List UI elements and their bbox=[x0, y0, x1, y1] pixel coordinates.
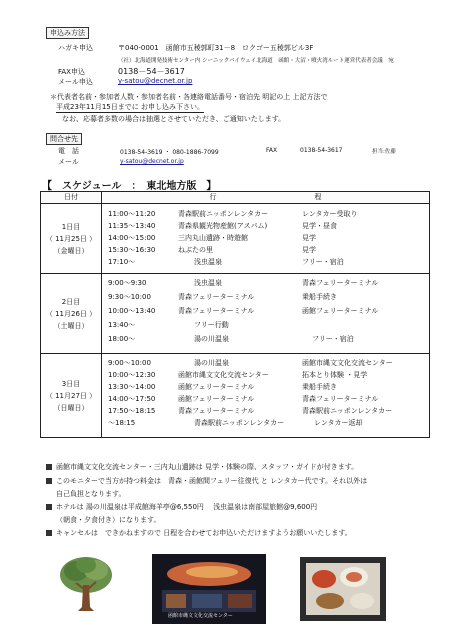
day-cell bbox=[41, 354, 102, 438]
schedule-row bbox=[102, 381, 429, 393]
row-activity: 青森駅前ニッポンレンタカー bbox=[302, 407, 393, 415]
contact-mail-label: メール bbox=[58, 158, 79, 166]
row-activity: 見学 bbox=[302, 234, 316, 242]
column-header-itinerary: 行 程 bbox=[102, 192, 430, 204]
contact-fax: 0138-54-3617 bbox=[300, 147, 343, 154]
row-place: 湯の川温泉 bbox=[194, 335, 229, 343]
row-place: 青森県観光物産館(アスパム) bbox=[178, 222, 268, 230]
contact-section-title: 問合せ先 bbox=[46, 133, 82, 145]
day-cell bbox=[41, 204, 102, 274]
row-activity: フリー・宿泊 bbox=[302, 258, 344, 266]
row-activity: 函館市縄文文化交流センター bbox=[302, 359, 393, 367]
schedule-row bbox=[102, 357, 429, 369]
note-bullet bbox=[46, 530, 52, 536]
row-place: 青森フェリーターミナル bbox=[178, 293, 255, 301]
row-activity: 青森フェリーターミナル bbox=[302, 279, 379, 287]
application-section-title: 申込み方法 bbox=[46, 27, 89, 39]
row-place: 青森駅前ニッポンレンタカー bbox=[178, 210, 269, 218]
schedule-row bbox=[102, 417, 429, 429]
row-time: 13:40～ bbox=[108, 321, 136, 329]
schedule-row bbox=[102, 277, 429, 291]
day-label: 1日目 bbox=[61, 222, 81, 231]
row-activity: フリー・宿泊 bbox=[312, 335, 354, 343]
row-activity: 函館フェリーターミナル bbox=[302, 307, 379, 315]
day-label: 3日目 bbox=[61, 379, 81, 388]
application-note-1: ＊代表者名前・参加者人数・参加者名前・各連絡電話番号・宿泊先 明記の上 上記方法で bbox=[50, 93, 328, 101]
row-place: ねぶたの里 bbox=[178, 246, 213, 254]
schedule-row bbox=[102, 333, 429, 347]
tree-illustration bbox=[56, 555, 116, 615]
postcard-label: ハガキ申込 bbox=[58, 44, 93, 52]
row-time: 11:35～13:40 bbox=[108, 222, 156, 230]
schedule-row bbox=[102, 305, 429, 319]
row-activity: 乗船手続き bbox=[302, 293, 337, 301]
day-label: 2日目 bbox=[61, 297, 81, 306]
application-note-2: 平成23年11月15日までに お申し込み下さい。 bbox=[56, 103, 204, 111]
row-activity: 拓本とり体験 ・見学 bbox=[302, 371, 368, 379]
schedule-row bbox=[102, 319, 429, 333]
schedule-row bbox=[102, 405, 429, 417]
row-time: 9:00～10:00 bbox=[108, 359, 151, 367]
row-place: 青森駅前ニッポンレンタカー bbox=[194, 419, 285, 427]
day-weekday: （日曜日） bbox=[53, 403, 89, 412]
schedule-row bbox=[102, 256, 429, 268]
contact-mail-link[interactable]: y-satou@decnet.or.jp bbox=[120, 158, 184, 165]
row-activity: 青森フェリーターミナル bbox=[302, 395, 379, 403]
ferry-photo-caption: 函館市縄文文化交流センター bbox=[168, 613, 233, 619]
note-bullet bbox=[46, 464, 52, 470]
day-date: （ 11月27日 ） bbox=[45, 391, 97, 400]
schedule-row bbox=[102, 232, 429, 244]
fax-label: FAX申込 bbox=[58, 68, 85, 76]
row-time: 15:30～16:30 bbox=[108, 246, 156, 254]
day-weekday: （金曜日） bbox=[53, 246, 89, 255]
row-activity: レンタカー返却 bbox=[314, 419, 363, 427]
row-place: 浅虫温泉 bbox=[194, 279, 222, 287]
mail-label: メール申込 bbox=[58, 78, 93, 86]
row-time: 13:30～14:00 bbox=[108, 383, 156, 391]
contact-phone: 0138-54-3619 ・ 080-1886-7099 bbox=[120, 149, 219, 156]
mail-address-link[interactable]: y-satou@decnet.or.jp bbox=[118, 77, 193, 85]
row-time: 14:00～17:50 bbox=[108, 395, 156, 403]
row-activity: レンタカー受取り bbox=[302, 210, 358, 218]
schedule-row bbox=[102, 208, 429, 220]
row-time: 11:00～11:20 bbox=[108, 210, 156, 218]
day-cell bbox=[41, 274, 102, 354]
row-time: 10:00～13:40 bbox=[108, 307, 156, 315]
row-time: 10:00～12:30 bbox=[108, 371, 156, 379]
note-4: キャンセルは できかねますので 日程を合わせてお申込いただけますようお願いいたします。 bbox=[56, 529, 352, 537]
ferry-photo bbox=[152, 554, 266, 624]
row-place: 三内丸山遺跡・時遊館 bbox=[178, 234, 248, 242]
row-activity: 見学・昼食 bbox=[302, 222, 337, 230]
row-place: 湯の川温泉 bbox=[194, 359, 229, 367]
row-place: 函館市縄文文化交流センター bbox=[178, 371, 269, 379]
note-3-cont: （朝食・夕食付き）になります。 bbox=[56, 516, 161, 524]
note-bullet bbox=[46, 504, 52, 510]
contact-fax-label: FAX bbox=[266, 147, 278, 154]
application-note-3: なお、応募者多数の場合は抽選とさせていただき、ご通知いたします。 bbox=[62, 115, 286, 123]
note-bullet bbox=[46, 478, 52, 484]
row-time: 17:10～ bbox=[108, 258, 136, 266]
row-time: 9:30～10:00 bbox=[108, 293, 151, 301]
note-2-cont: 自己負担となります。 bbox=[56, 490, 126, 498]
fax-number: 0138－54－3617 bbox=[118, 67, 185, 76]
note-2: このモニターで当方が持つ料金は 青森・函館間フェリー往復代 と レンタカー代です。それ以外は bbox=[56, 477, 368, 485]
postcard-organization: （社）北海道開発技術センター内 シーニックバイウェイ北海道 函館・大沼・噴火湾ルート運営代表者会議 宛 bbox=[118, 58, 394, 64]
row-time: 17:50～18:15 bbox=[108, 407, 156, 415]
schedule-row bbox=[102, 291, 429, 305]
row-activity: 見学 bbox=[302, 246, 316, 254]
row-time: ～18:15 bbox=[108, 419, 136, 427]
contact-phone-label: 電 話 bbox=[58, 147, 79, 155]
row-activity: 乗船手続き bbox=[302, 383, 337, 391]
row-place: 函館フェリーターミナル bbox=[178, 395, 255, 403]
schedule-table bbox=[40, 191, 430, 438]
column-header-date: 日付 bbox=[41, 192, 102, 204]
schedule-title: 【 スケジュール ： 東北地方版 】 bbox=[42, 181, 217, 192]
row-time: 18:00～ bbox=[108, 335, 136, 343]
day-date: （ 11月25日 ） bbox=[45, 234, 97, 243]
row-place: 浅虫温泉 bbox=[194, 258, 222, 266]
note-1: 函館市縄文文化交流センター・三内丸山遺跡は 見学・体験の際、スタッフ・ガイドが付きます。 bbox=[56, 463, 359, 471]
meal-photo bbox=[300, 557, 386, 621]
row-place: 函館フェリーターミナル bbox=[178, 383, 255, 391]
schedule-row bbox=[102, 220, 429, 232]
schedule-row bbox=[102, 244, 429, 256]
schedule-row bbox=[102, 369, 429, 381]
day-weekday: （土曜日） bbox=[53, 321, 89, 330]
day-date: （ 11月26日 ） bbox=[45, 309, 97, 318]
row-time: 9:00～9:30 bbox=[108, 279, 147, 287]
row-place: 青森フェリーターミナル bbox=[178, 307, 255, 315]
row-time: 14:00～15:00 bbox=[108, 234, 156, 242]
note-3: ホテルは 湯の川温泉は平成館海羊亭@6,550円 浅虫温泉は南部屋旅館@9,600円 bbox=[56, 503, 318, 511]
postcard-address: 〒040-0001 函館市五稜郭町31－8 ロクゴー五稜郭ビル3F bbox=[118, 44, 314, 52]
schedule-row bbox=[102, 393, 429, 405]
row-place: フリー行動 bbox=[194, 321, 229, 329]
contact-person: 担当:佐藤 bbox=[372, 149, 396, 155]
row-place: 青森フェリーターミナル bbox=[178, 407, 255, 415]
